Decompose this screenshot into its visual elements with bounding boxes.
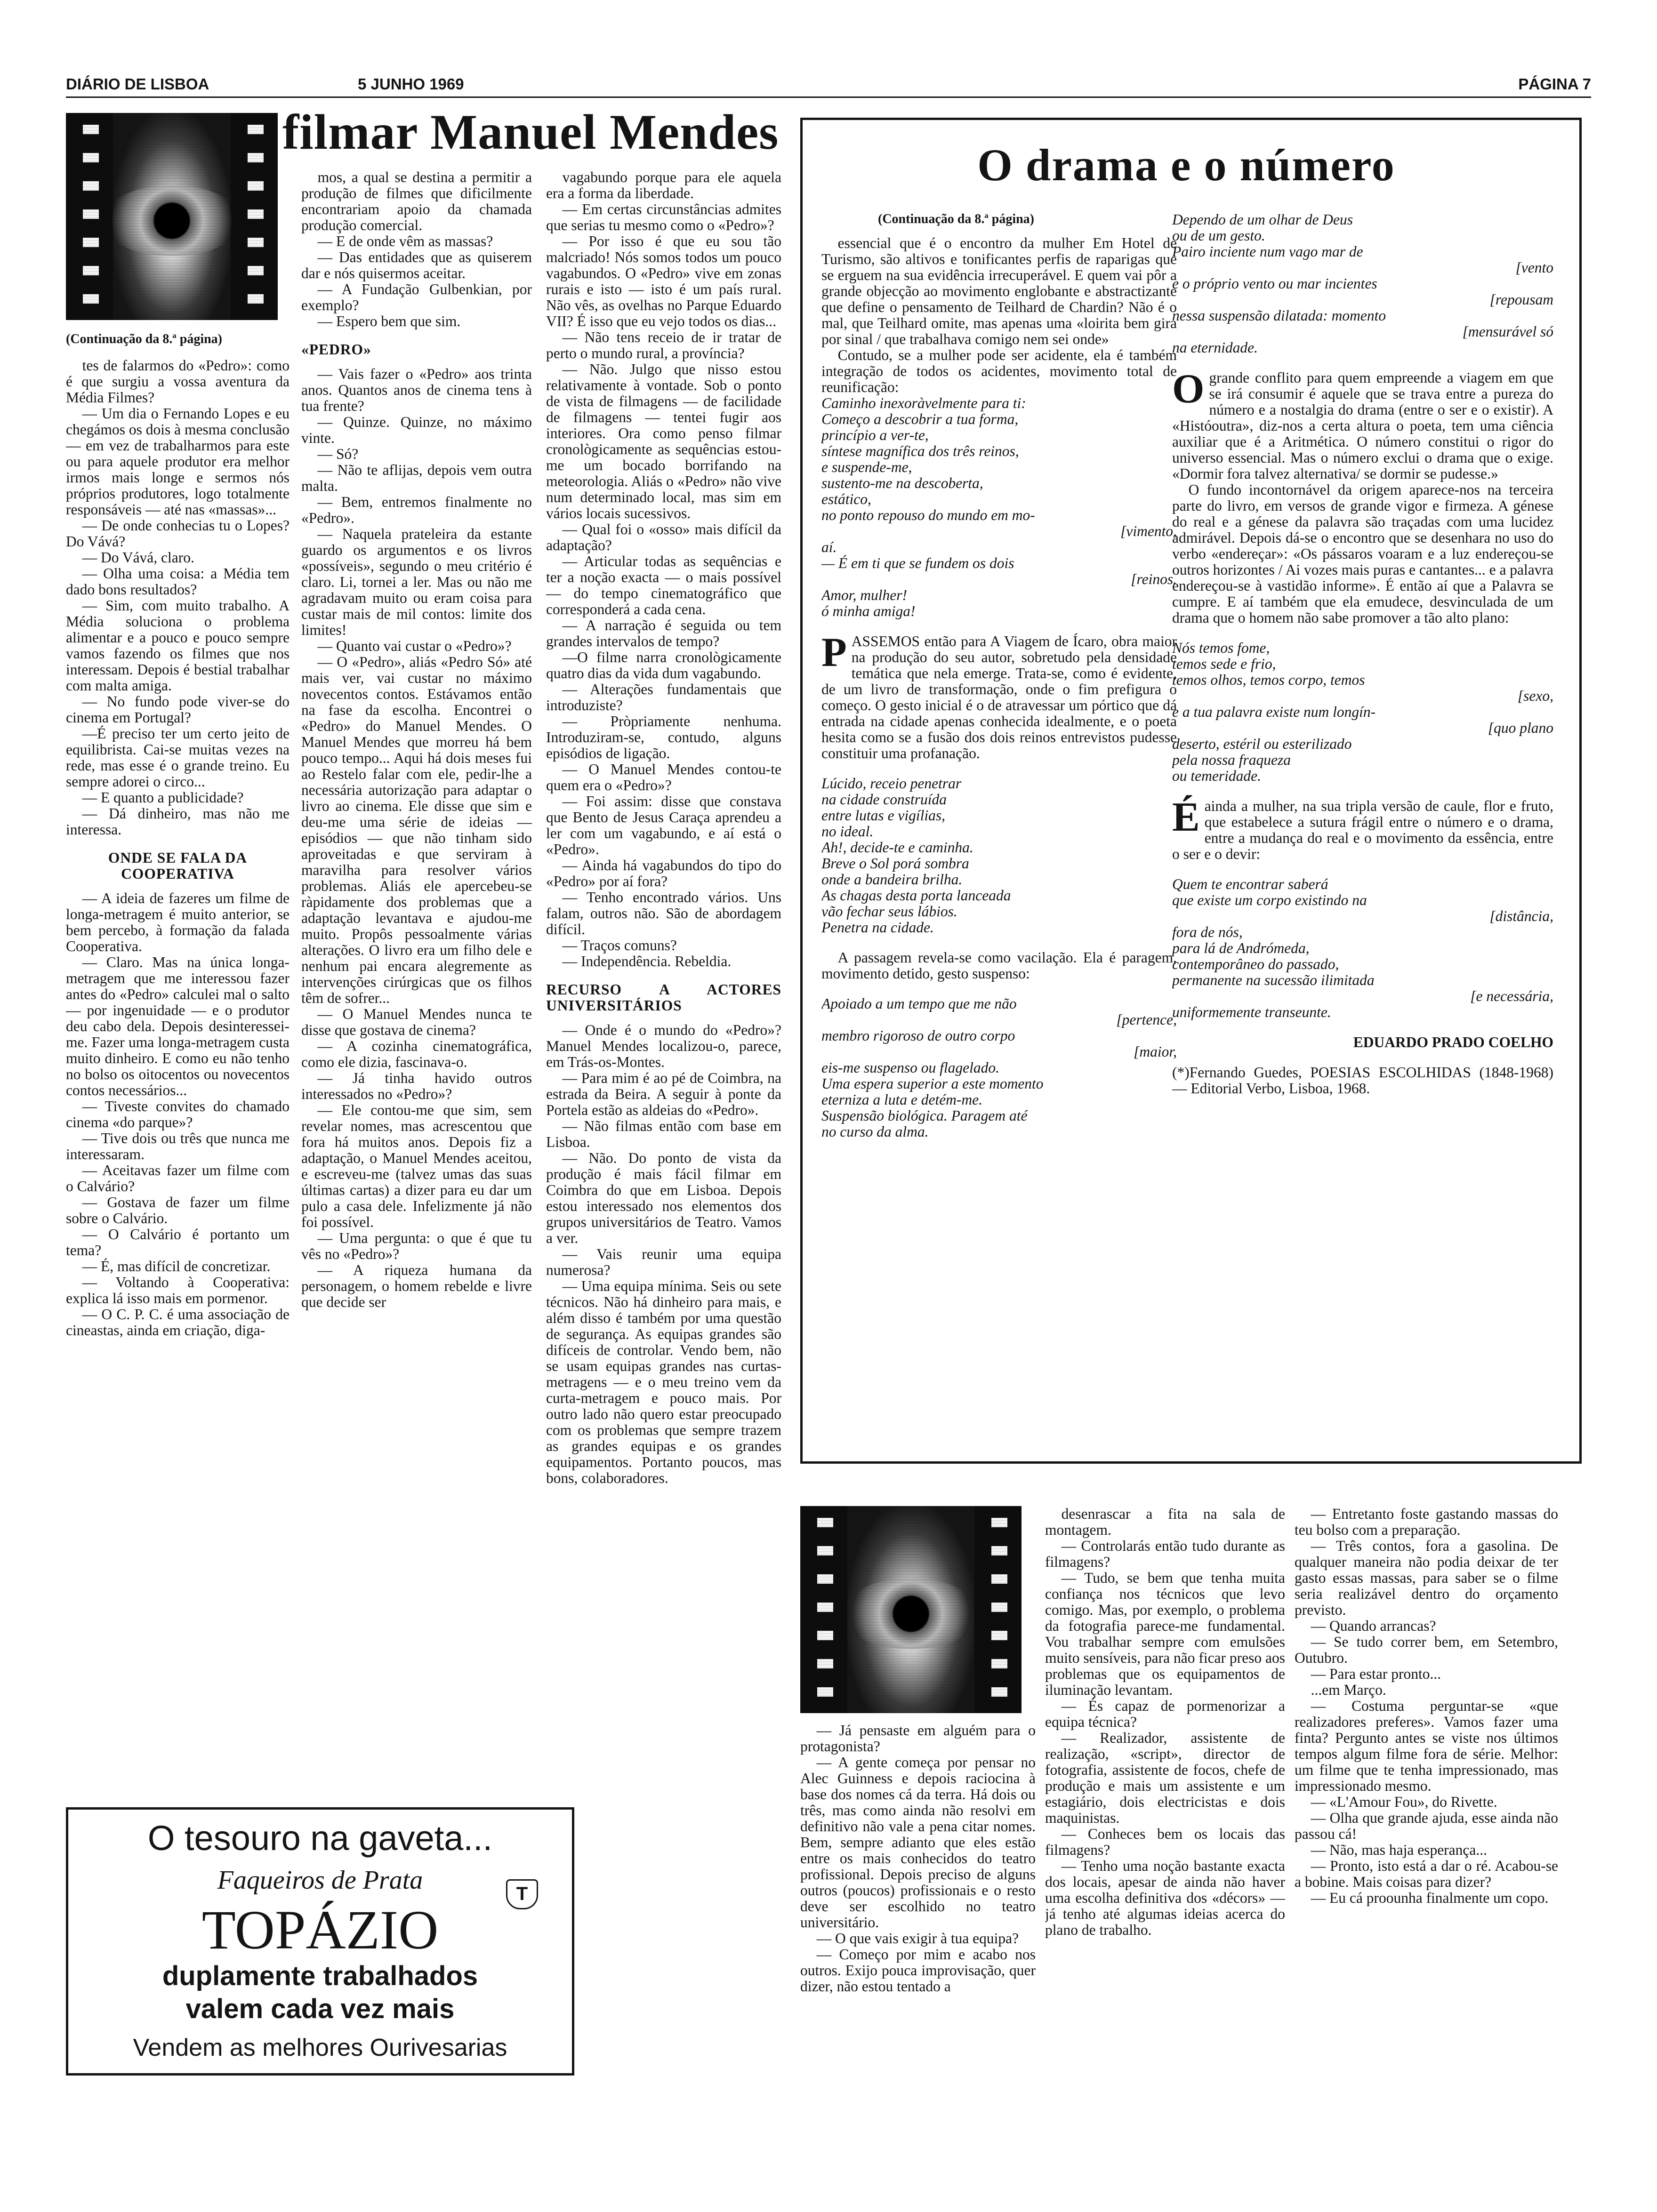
paragraph: — Quando arrancas? — [1311, 1618, 1436, 1634]
paragraph: ...em Março. — [1311, 1682, 1386, 1698]
verse-line: pela nossa fraqueza — [1172, 752, 1291, 768]
article1-column-2 — [301, 169, 532, 1770]
verse-line: As chagas desta porta lanceada — [821, 887, 1011, 904]
spacer — [821, 761, 1177, 776]
paragraph: — O C. P. C. é uma associação de cineastas, ainda em criação, diga- — [66, 1306, 290, 1338]
verse-line: no ideal. — [821, 823, 874, 840]
paragraph: — A Fundação Gulbenkian, por exemplo? — [301, 281, 532, 313]
verse-line: que existe um corpo existindo na — [1172, 892, 1367, 908]
paragraph-text: ASSEMOS então para A Viagem de Ícaro, obra maior na produção do seu autor, sobretudo pela densidade temática que nela emerge. Trata-se, como é evidente, de um livro de transformação, onde o fim prefigura o começo. O gesto inicial é o de atravessar um pórtico que dá entrada na cidade apenas conhecida idealmente, e o poeta hesita como se a fusão dos dois reinos entrevistos pudesse constituir uma profanação. — [821, 633, 1177, 761]
paragraph: — Entretanto foste gastando massas do teu bolso com a preparação. — [1295, 1506, 1558, 1538]
box-border-right — [1579, 118, 1582, 1464]
ad-tagline-2: valem cada vez mais — [185, 1994, 455, 2024]
verse-line: temos sede e frio, — [1172, 656, 1276, 672]
spacer — [821, 982, 1177, 996]
box-border-left — [800, 118, 803, 1464]
paragraph: — Olha uma coisa: a Média tem dado bons resultados? — [66, 565, 290, 598]
section-heading: RECURSO A ACTORES UNIVERSITÁRIOS — [546, 981, 781, 1014]
paragraph: — Quinze. Quinze, no máximo vinte. — [301, 414, 532, 446]
spacer — [1172, 1050, 1553, 1065]
paragraph: — Já pensaste em alguém para o protagonista? — [800, 1723, 1036, 1755]
paragraph: — Das entidades que as quiserem dar e nós quisermos aceitar. — [301, 249, 532, 281]
ad-brand: TOPÁZIO — [201, 1899, 439, 1961]
article2-column-2 — [1172, 212, 1553, 1450]
page-header — [66, 71, 1591, 94]
article-title: O drama e o número — [977, 140, 1395, 190]
paragraph: — Só? — [317, 446, 359, 462]
paragraph: Contudo, se a mulher pode ser acidente, ela é também integração de todos os acidentes, movimento total de reunificação: — [821, 347, 1177, 395]
verse-line: aí. — [821, 539, 837, 555]
verse-line: membro rigoroso de outro corpo — [821, 1027, 1015, 1044]
paragraph: — Onde é o mundo do «Pedro»? Manuel Mendes localizou-o, parece, em Trás-os-Montes. — [546, 1022, 781, 1070]
paragraph: essencial que é o encontro da mulher Em Hotel de Turismo, são altivos e tonificantes perfis de raparigas que se erguem na sua evidência irrecuperável. E quem vai pôr a grande objecção ao movimento englobante e abstractizante que define o pensamento de Teilhard de Chardin? Não é o mal, que Teilhard omite, mas apenas uma «loirita bem gira por sinal / que trabalhava comigo nem sei onde» — [821, 235, 1177, 347]
paragraph — [821, 630, 1177, 761]
verse-line: Nós temos fome, — [1172, 640, 1270, 656]
ad-product: Faqueiros de Prata — [217, 1866, 423, 1895]
verse-line: vão fechar seus lábios. — [821, 903, 957, 920]
section-heading: ONDE SE FALA DA COOPERATIVA — [108, 850, 248, 882]
verse-line: eis-me suspenso ou flagelado. — [821, 1059, 999, 1076]
drop-cap: O — [1172, 366, 1205, 412]
paragraph: — E quanto a publicidade? — [82, 789, 244, 806]
paragraph: — Não. Do ponto de vista da produção é mais fácil filmar em Coimbra do que em Lisboa. Depois estou interessado nos elementos dos grupos universitários de Teatro. Vamos a ver. — [546, 1150, 781, 1246]
paragraph: — Vais fazer o «Pedro» aos trinta anos. Quantos anos de cinema tens à tua frente? — [301, 366, 532, 414]
paragraph: —É preciso ter um certo jeito de equilibrista. Cai-se muitas vezes na rede, mas esse é o grande treino. Eu sempre adorei o circo... — [66, 725, 290, 790]
header-rule — [66, 96, 1591, 98]
verse-line: uniformemente transeunte. — [1172, 1004, 1331, 1020]
issue-date: 5 JUNHO 1969 — [358, 75, 464, 93]
paragraph: — Para mim é ao pé de Coimbra, na estrada da Beira. A seguir à ponte da Portela estão as aldeias do «Pedro». — [546, 1070, 781, 1118]
verse-line: princípio a ver-te, — [821, 427, 929, 443]
paragraph: — Conheces bem os locais das filmagens? — [1045, 1826, 1285, 1858]
verse-line: e a tua palavra existe num longín- — [1172, 704, 1376, 720]
paragraph: — «L'Amour Fou», do Rivette. — [1311, 1794, 1497, 1810]
verse-line: Pairo inciente num vago mar de — [1172, 243, 1363, 260]
film-still-image — [66, 113, 278, 320]
paragraph: — Espero bem que sim. — [317, 313, 461, 329]
paragraph-text: ainda a mulher, na sua tripla versão de caule, flor e fruto, que estabelece a sutura frágil entre o número e o drama, entre a mudança do real e o movimento da essência, entre o ser e o devir: — [1172, 798, 1553, 862]
article1-column-5 — [1045, 1506, 1285, 2188]
paragraph: — Sim, com muito trabalho. A Média soluciona o problema alimentar e a pouco e pouco sempre vamos fazendo os filmes que nos interessam. Depois é bestial trabalhar com malta amiga. — [66, 597, 290, 694]
paragraph: — Tudo, se bem que tenha muita confiança nos técnicos que levo comigo. Mas, por exemplo, o problema da fotografia parece-me fundamental. Vou trabalhar sempre com emulsões muito sensíveis, para não ficar preso aos problemas que os equipamentos de iluminação levantam. — [1045, 1570, 1285, 1698]
article1-column-3 — [546, 169, 781, 2188]
film-still-image-2 — [800, 1506, 1022, 1713]
paragraph: — Aceitavas fazer um filme com o Calvário? — [66, 1162, 290, 1194]
paragraph: — Uma pergunta: o que é que tu vês no «Pedro»? — [301, 1230, 532, 1262]
verse-line: temos olhos, temos corpo, temos — [1172, 672, 1365, 688]
spacer — [1172, 626, 1553, 640]
paragraph: — O que vais exigir à tua equipa? — [816, 1930, 1019, 1947]
verse-line: Amor, mulher! — [821, 587, 907, 603]
paragraph: — De onde conhecias tu o Lopes? Do Vává? — [66, 517, 290, 550]
verse-line: deserto, estéril ou esterilizado — [1172, 736, 1352, 752]
article1-column-6 — [1295, 1506, 1558, 2188]
paragraph: — Para estar pronto... — [1311, 1666, 1441, 1682]
paragraph: — O Calvário é portanto um tema? — [66, 1226, 290, 1258]
brand-shield-icon: T — [506, 1879, 538, 1909]
verse-line: síntese magnífica dos três reinos, — [821, 443, 1019, 459]
ad-tagline-1: duplamente trabalhados — [162, 1961, 478, 1991]
drop-cap: É — [1172, 794, 1200, 840]
paragraph: — Quanto vai custar o «Pedro»? — [317, 638, 512, 654]
verse-line: [e necessária, — [1470, 988, 1553, 1004]
continuation-caption: (Continuação da 8.ª página) — [878, 212, 1035, 226]
verse-line: ó minha amiga! — [821, 603, 916, 619]
paragraph: — Não. Julgo que nisso estou relativamente à vontade. Sob o ponto de vista de filmagens — de facilidade de filmagens — tentei fugir aos interiores. Ora como penso filmar cronològicamente as sequências estou-me um bocado borrifando na meteorologia. Aliás o «Pedro» não vive num determinado local, mas sim em vários locais sucessivos. — [546, 361, 781, 521]
verse-line: ou temeridade. — [1172, 768, 1261, 784]
paragraph: — Qual foi o «osso» mais difícil da adaptação? — [546, 521, 781, 553]
paragraph: — Alterações fundamentais que introduziste? — [546, 681, 781, 713]
paragraph — [1172, 794, 1553, 862]
paragraph: — Vais reunir uma equipa numerosa? — [546, 1246, 781, 1278]
paragraph-text: grande conflito para quem empreende a viagem em que se irá consumir é aquele que se trava entre a pureza do número e a nostalgia do drama (entre o ser e o existir). A «Históoutra», diz-nos a certa altura o poeta, tem uma ciência auxiliar que é a Aritmética. O número constitui o rigor do universo essencial. Mas o número exclui o drama que o exige. «Dormir fora talvez alternativa/ se dormir se pudesse.» — [1172, 369, 1553, 482]
paragraph — [1172, 366, 1553, 482]
author-signature: EDUARDO PRADO COELHO — [1353, 1034, 1553, 1050]
verse-line: contemporâneo do passado, — [1172, 956, 1339, 972]
article1-column-4 — [800, 1723, 1036, 2188]
verse-line: ou de um gesto. — [1172, 227, 1265, 244]
publication-name: DIÁRIO DE LISBOA — [66, 75, 209, 93]
box-border-bottom — [800, 1461, 1582, 1464]
paragraph: — É, mas difícil de concretizar. — [82, 1258, 271, 1274]
paragraph: mos, a qual se destina a permitir a produção de filmes que dificilmente encontrariam apoio da chamada produção comercial. — [301, 169, 532, 233]
verse-line: eterniza a luta e detém-me. — [821, 1091, 983, 1108]
section-heading: «PEDRO» — [301, 341, 371, 358]
paragraph: —O filme narra cronològicamente quatro dias da vida dum vagabundo. — [546, 649, 781, 681]
paragraph: vagabundo porque para ele aquela era a forma da liberdade. — [546, 169, 781, 201]
verse-line: na eternidade. — [1172, 339, 1258, 356]
paragraph: — No fundo pode viver-se do cinema em Portugal? — [66, 693, 290, 726]
verse-line: [sexo, — [1517, 688, 1553, 704]
verse-line: Penetra na cidade. — [821, 919, 934, 936]
verse-line: e suspende-me, — [821, 459, 912, 475]
ad-footer: Vendem as melhores Ourivesarias — [133, 2034, 507, 2061]
paragraph: — Não filmas então com base em Lisboa. — [546, 1118, 781, 1150]
verse-line: [mensurável só — [1462, 323, 1553, 340]
verse-line: fora de nós, — [1172, 924, 1243, 940]
verse-line: na cidade construída — [821, 791, 947, 808]
article-title: filmar Manuel Mendes — [282, 104, 779, 160]
paragraph: — Ele contou-me que sim, sem revelar nomes, mas acrescentou que fora há muitos anos. Depois fiz a adaptação, o Manuel Mendes aceitou, e escreveu-me (talvez umas das suas últimas cartas) a dizer para eu dar um pulo a casa dele. Infelizmente já não foi possível. — [301, 1102, 532, 1230]
verse-line: e o próprio vento ou mar incientes — [1172, 275, 1377, 292]
verse-line: Ah!, decide-te e caminha. — [821, 839, 973, 856]
verse-line: entre lutas e vigílias, — [821, 807, 946, 824]
verse-line: Caminho inexoràvelmente para ti: — [821, 395, 1026, 411]
paragraph: — Por isso é que eu sou tão malcriado! Nós somos todos um pouco vagabundos. O «Pedro» vive em zonas rurais e isto — isto é um país rural. Não vês, as ovelhas no Parque Eduardo VII? É isso que eu vejo todos os dias... — [546, 233, 781, 329]
verse-line: Dependo de um olhar de Deus — [1172, 212, 1353, 228]
verse-line: [pertence, — [1116, 1011, 1177, 1028]
spacer — [1172, 862, 1553, 876]
verse-line: Suspensão biológica. Paragem até — [821, 1107, 1028, 1124]
paragraph: — Pronto, isto está a dar o ré. Acabou-se a bobine. Mais coisas para dizer? — [1295, 1858, 1558, 1890]
paragraph: — Se tudo correr bem, em Setembro, Outubro. — [1295, 1634, 1558, 1666]
paragraph: O fundo incontornável da origem aparece-nos na terceira parte do livro, em versos de grande vigor e firmeza. A génese do real e a génese da palavra são traçadas com uma lucidez admirável. Depois dá-se o encontro que se desenhara no uso do verbo «endereçar»: «Os pássaros voaram e a luz endereçou-se outros horizontes / Ai vozes mais puras e cantantes... e a palavra endereçou-se à vastidão informe». É então aí que a Palavra se cumpre. E aí também que ela emudece, desvinculada de um drama que o homem não sabe promover a tão alto plano: — [1172, 481, 1553, 626]
verse-line: [repousam — [1489, 291, 1553, 308]
box-border-top — [800, 118, 1582, 120]
spacer — [821, 619, 1177, 633]
paragraph: — Eu cá proounha finalmente um copo. — [1311, 1890, 1549, 1906]
paragraph: — Não te aflijas, depois vem outra malta. — [301, 462, 532, 494]
verse-line: estático, — [821, 491, 871, 507]
verse-line: Breve o Sol porá sombra — [821, 855, 969, 872]
paragraph: — Um dia o Fernando Lopes e eu chegámos os dois à mesma conclusão — em vez de trabalharmos para este ou para aquele produtor era melhor irmos mais longe e sermos nós próprios produtores, logo totalmente responsáveis — até nas «massas»... — [66, 405, 290, 518]
verse-line: Apoiado a um tempo que me não — [821, 995, 1017, 1012]
spacer — [821, 936, 1177, 950]
paragraph: — Não tens receio de ir tratar de perto o mundo rural, a província? — [546, 329, 781, 361]
paragraph: — Tenho encontrado vários. Uns falam, outros não. São de abordagem difícil. — [546, 889, 781, 938]
paragraph: — O Manuel Mendes contou-te quem era o «Pedro»? — [546, 761, 781, 793]
paragraph: — Já tinha havido outros interessados no «Pedro»? — [301, 1070, 532, 1102]
paragraph: — Em certas circunstâncias admites que serias tu mesmo como o «Pedro»? — [546, 201, 781, 233]
paragraph: — Naquela prateleira da estante guardo os argumentos e os livros «possíveis», segundo o meu critério é claro. Li, tornei a ler. Mas ou não me agradavam muito ou eram coisa para custar mais de mil contos: limite dos limites! — [301, 526, 532, 638]
paragraph: — A ideia de fazeres um filme de longa-metragem é muito anterior, se bem percebo, à formação da falada Cooperativa. — [66, 890, 290, 954]
continuation-caption: (Continuação da 8.ª página) — [66, 332, 223, 346]
verse-line: — É em ti que se fundem os dois — [821, 555, 1014, 571]
paragraph: — Uma equipa mínima. Seis ou sete técnicos. Não há dinheiro para mais, e além disso é também por uma questão de segurança. As equipas grandes são difíceis de controlar. Vendo bem, não se usam equipas grandes nas curtas-metragens — e o meu treino vem da curta-metragem e pouco mais. Por outro lado não quero estar preocupado com os problemas que sempre trazem as grandes equipas e os grandes equipamentos. Portanto poucos, mas bons, colaboradores. — [546, 1278, 781, 1486]
paragraph: — És capaz de pormenorizar a equipa técnica? — [1045, 1698, 1285, 1730]
verse-line: Lúcido, receio penetrar — [821, 775, 962, 792]
paragraph: — Pròpriamente nenhuma. Introduziram-se, contudo, alguns episódios de ligação. — [546, 713, 781, 761]
article1-column-1 — [66, 358, 290, 1774]
verse-line: onde a bandeira brilha. — [821, 871, 963, 888]
verse-line: [vimento, — [1120, 523, 1177, 539]
paragraph: — Começo por mim e acabo nos outros. Exijo pouca improvisação, quer dizer, não estou tentado a — [800, 1946, 1036, 1995]
paragraph: — Independência. Rebeldia. — [562, 953, 732, 970]
paragraph: — Foi assim: disse que constava que Bento de Jesus Caraça aprendeu a ler com um vagabundo, e aí está o «Pedro». — [546, 793, 781, 858]
paragraph: — Articular todas as sequências e ter a noção exacta — o mais possível — do tempo cinematográfico que corresponderá a cada cena. — [546, 553, 781, 617]
paragraph: — Voltando à Cooperativa: explica lá isso mais em pormenor. — [66, 1274, 290, 1306]
verse-line: [distância, — [1489, 908, 1553, 924]
verse-line: sustento-me na descoberta, — [821, 475, 983, 491]
verse-line: Começo a descobrir a tua forma, — [821, 411, 1019, 427]
verse-line: permanente na sucessão ilimitada — [1172, 972, 1375, 988]
paragraph: — Realizador, assistente de realização, «script», director de fotografia, assistente de focos, chefe de produção e mais um assistente e um estagiário, dois electricistas e dois maquinistas. — [1045, 1730, 1285, 1826]
paragraph: — Traços comuns? — [562, 937, 677, 954]
spacer — [1172, 1020, 1553, 1034]
paragraph: — Claro. Mas na única longa-metragem que me interessou fazer antes do «Pedro» calculei mal o salto — por ingenuidade — e o produtor deu cabo dela. Depois desinteressei-me. Fazer uma longa-metragem custa muito dinheiro. E como eu não tenho no bolso os oitocentos ou novecentos contos necessários... — [66, 954, 290, 1098]
paragraph: — Tiveste convites do chamado cinema «do parque»? — [66, 1098, 290, 1130]
paragraph: — Costuma perguntar-se «que realizadores preferes». Vamos fazer uma finta? Pergunto antes se viste nos últimos tempos algum filme fora de série. Melhor: um filme que te tenha impressionado, mas impressionado mesmo. — [1295, 1698, 1558, 1794]
verse-line: [maior, — [1134, 1043, 1177, 1060]
verse-line: Quem te encontrar saberá — [1172, 876, 1328, 892]
paragraph: — Ainda há vagabundos do tipo do «Pedro» por aí fora? — [546, 857, 781, 890]
paragraph: — Dá dinheiro, mas não me interessa. — [66, 805, 290, 838]
paragraph: — Olha que grande ajuda, esse ainda não passou cá! — [1295, 1810, 1558, 1842]
page-number: PÁGINA 7 — [1518, 75, 1591, 93]
verse-line: nessa suspensão dilatada: momento — [1172, 307, 1386, 324]
paragraph: — A narração é seguida ou tem grandes intervalos de tempo? — [546, 617, 781, 649]
verse-line: no curso da alma. — [821, 1123, 929, 1140]
paragraph: — Gostava de fazer um filme sobre o Calvário. — [66, 1194, 290, 1226]
paragraph: desenrascar a fita na sala de montagem. — [1045, 1506, 1285, 1538]
advertisement — [66, 1807, 574, 2076]
footnote: (*)Fernando Guedes, POESIAS ESCOLHIDAS (1848-1968) — Editorial Verbo, Lisboa, 1968. — [1172, 1064, 1553, 1097]
paragraph: — Controlarás então tudo durante as filmagens? — [1045, 1538, 1285, 1570]
paragraph: — Tive dois ou três que nunca me interessaram. — [66, 1130, 290, 1162]
paragraph: — A riqueza humana da personagem, o homem rebelde e livre que decide ser — [301, 1262, 532, 1310]
paragraph: — Não, mas haja esperança... — [1311, 1842, 1487, 1858]
verse-line: no ponto repouso do mundo em mo- — [821, 507, 1035, 523]
verse-line: [quo plano — [1488, 720, 1553, 736]
article2-column-1 — [821, 235, 1177, 1450]
ad-slogan: O tesouro na gaveta... — [147, 1819, 493, 1858]
verse-line: para lá de Andrómeda, — [1172, 940, 1310, 956]
paragraph: A passagem revela-se como vacilação. Ela é paragem, movimento detido, gesto suspenso: — [821, 949, 1177, 982]
paragraph: — Bem, entremos finalmente no «Pedro». — [301, 494, 532, 526]
drop-cap: P — [821, 630, 847, 675]
paragraph: tes de falarmos do «Pedro»: como é que surgiu a vossa aventura da Média Filmes? — [66, 358, 290, 406]
paragraph: — A gente começa por pensar no Alec Guinness e depois raciocina à base dos nomes cá da terra. Há dois ou três, mas como ainda não resolvi em definitivo não vale a pena citar nomes. Bem, sempre adianto que eles estão entre os mais conhecidos do teatro profissional. Depois preciso de alguns outros (poucos) profissionais e o resto deve ser escolhido no teatro universitário. — [800, 1754, 1036, 1931]
spacer — [1172, 356, 1553, 370]
verse-line: Uma espera superior a este momento — [821, 1075, 1044, 1092]
paragraph: — O Manuel Mendes nunca te disse que gostava de cinema? — [301, 1006, 532, 1038]
paragraph: — Três contos, fora a gasolina. De qualquer maneira não podia deixar de ter gasto essas massas, para saber se o filme seria realizável dentro do orçamento previsto. — [1295, 1538, 1558, 1618]
verse-line: [vento — [1515, 259, 1553, 276]
paragraph: — E de onde vêm as massas? — [317, 233, 493, 249]
paragraph: — Do Vává, claro. — [82, 549, 194, 566]
spacer — [1172, 784, 1553, 798]
verse-line: [reinos. — [1131, 571, 1177, 587]
paragraph: — Tenho uma noção bastante exacta dos locais, apesar de ainda não haver uma escolha definitiva dos «décors» — já tenho até algumas ideias acerca do plano de trabalho. — [1045, 1858, 1285, 1938]
paragraph: — A cozinha cinematográfica, como ele dizia, fascinava-o. — [301, 1038, 532, 1070]
paragraph: — O «Pedro», aliás «Pedro Só» até mais ver, vai custar no máximo novecentos contos. Estávamos então na fase da escolha. Encontrei o «Pedro» do Manuel Mendes. O Manuel Mendes que morreu há bem pouco tempo... Aqui há dois meses fui ao Restelo falar com ele, pedir-lhe a necessária autorização para adaptar o livro ao cinema. Ele disse que sim e deu-me uma série de ideias — episódios — que não tinham sido aproveitadas e que serviram à maravilha para resolver vários problemas. Aliás ele apercebeu-se ràpidamente dos problemas que a adaptação levantava e ajudou-me muito. Propôs pessoalmente várias alterações. O livro era um filho dele e nenhum pai encara alegremente as intervenções cirúrgicas que os filhos têm de sofrer... — [301, 654, 532, 1006]
